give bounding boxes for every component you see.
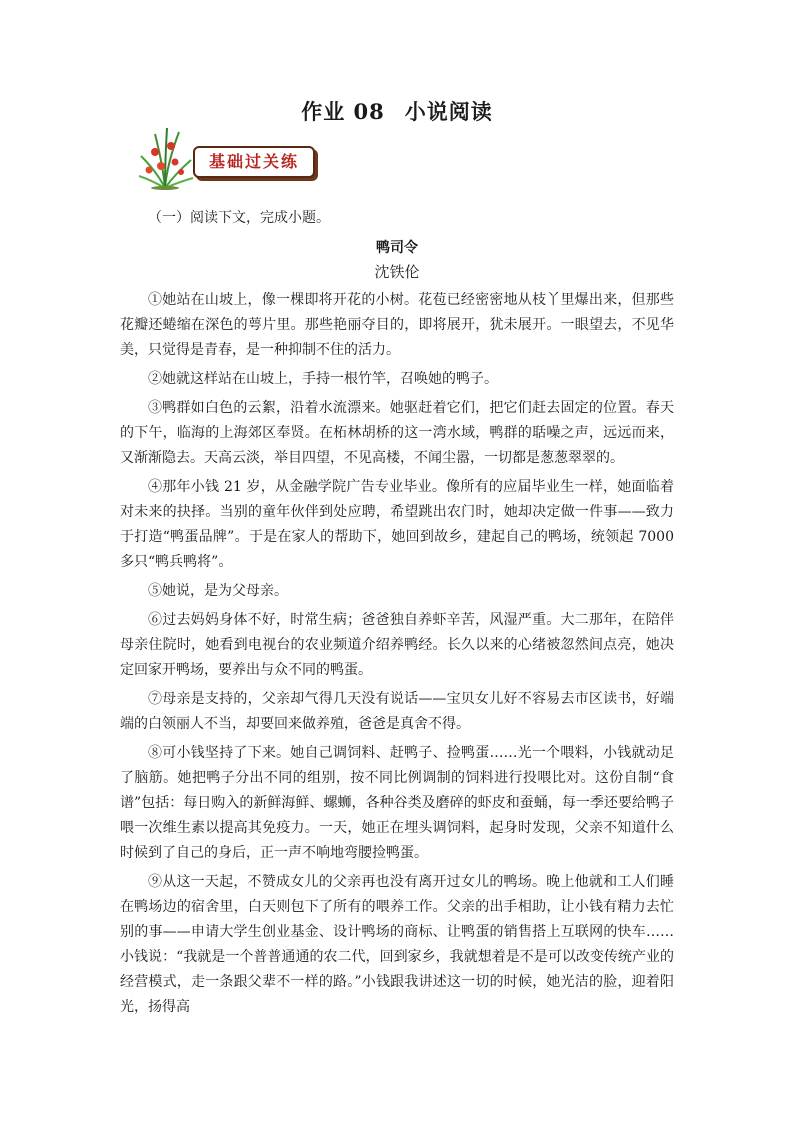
story-title: 鸭司令 — [376, 240, 418, 256]
paragraph: ⑦母亲是支持的，父亲却气得几天没有说话——宝贝女儿好不容易去市区读书，好端端的白领丽人不当，却要回来做养殖，爸爸是真舍不得。 — [120, 691, 674, 732]
paragraph: ④那年小钱 21 岁，从金融学院广告专业毕业。像所有的应届毕业生一样，她面临着对未来的抉择。当别的童年伙伴到处应聘，希望跳出农门时，她却决定做一件事——致力于打造“鸭蛋品牌”。于是在家人的帮助下，她回到故乡，建起自己的鸭场，统领起 7000 多只“鸭兵鸭将”。 — [120, 479, 674, 570]
paragraph: ②她就这样站在山坡上，手持一根竹竿，召唤她的鸭子。 — [148, 371, 498, 387]
section-instruction: （一）阅读下文，完成小题。 — [148, 210, 330, 226]
story-body — [120, 288, 674, 1024]
paragraph: ③鸭群如白色的云絮，沿着水流漂来。她驱赶着它们，把它们赶去固定的位置。春天的下午，临海的上海郊区奉贤。在柘林胡桥的这一湾水域，鸭群的聒噪之声，远远而来，又渐渐隐去。天高云淡，举目四望，不见高楼，不闻尘嚣，一切都是葱葱翠翠的。 — [120, 400, 674, 466]
paragraph: ①她站在山坡上，像一棵即将开花的小树。花苞已经密密地从枝丫里爆出来，但那些花瓣还蜷缩在深色的萼片里。那些艳丽夺目的，即将展开，犹未展开。一眼望去，不见华美，只觉得是青春，是一种抑制不住的活力。 — [120, 292, 674, 358]
paragraph: ⑧可小钱坚持了下来。她自己调饲料、赶鸭子、捡鸭蛋……光一个喂料，小钱就动足了脑筋。她把鸭子分出不同的组别，按不同比例调制的饲料进行投喂比对。这份自制“食谱”包括：每日购入的新鲜海鲜、螺蛳，各种谷类及磨碎的虾皮和蚕蛹，每一季还要给鸭子喂一次维生素以提高其免疫力。一天，她正在埋头调饲料，起身时发现，父亲不知道什么时候到了自己的身后，正一声不响地弯腰捡鸭蛋。 — [120, 745, 674, 861]
story-author: 沈铁伦 — [374, 263, 420, 281]
page-title-main: 作业 08 — [301, 99, 385, 124]
page-title — [0, 96, 794, 126]
paragraph: ⑤她说，是为父母亲。 — [148, 583, 288, 599]
badge-label: 基础过关练 — [193, 146, 315, 178]
paragraph: ⑨从这一天起，不赞成女儿的父亲再也没有离开过女儿的鸭场。晚上他就和工人们睡在鸭场边的宿舍里，白天则包下了所有的喂养工作。父亲的出手相助，让小钱有精力去忙别的事——申请大学生创业基金、设计鸭场的商标、让鸭蛋的销售搭上互联网的快车……小钱说：“我就是一个普普通通的农二代，回到家乡，我就想着是不是可以改变传统产业的经营模式，走一条跟父辈不一样的路。”小钱跟我讲述这一切的时候，她光洁的脸，迎着阳光，扬得高 — [120, 874, 674, 1015]
flower-plant-icon — [135, 126, 195, 190]
paragraph: ⑥过去妈妈身体不好，时常生病；爸爸独自养虾辛苦，风湿严重。大二那年，在陪伴母亲住院时，她看到电视台的农业频道介绍养鸭经。长久以来的心绪被忽然间点亮，她决定回家开鸭场，要养出与众不同的鸭蛋。 — [120, 612, 674, 678]
page-title-sub: 小说阅读 — [404, 99, 493, 124]
section-badge — [135, 126, 335, 190]
